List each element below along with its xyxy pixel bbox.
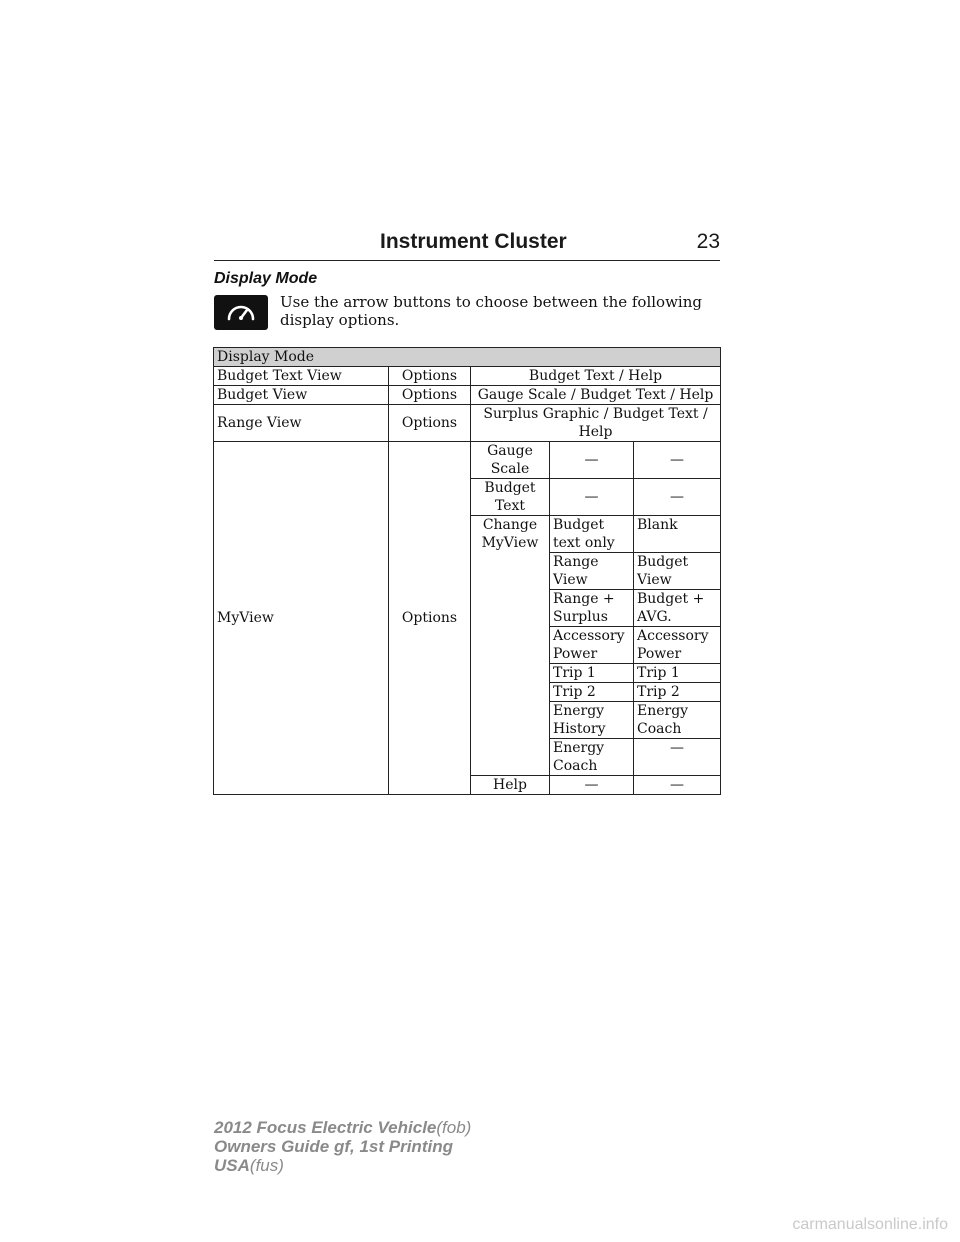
footer-line — [214, 1156, 471, 1175]
page-number: 23 — [696, 230, 720, 253]
table-cell: Options — [389, 367, 471, 386]
table-cell: Options — [389, 405, 471, 442]
table-row — [214, 367, 721, 386]
table-cell: Options — [389, 386, 471, 405]
table-cell: Options — [389, 442, 471, 795]
table-cell: — — [634, 739, 721, 776]
table-cell: Budget Text — [471, 479, 550, 516]
table-cell: Budget View — [214, 386, 389, 405]
table-cell: — — [550, 776, 634, 795]
page-header — [214, 228, 720, 261]
footer — [214, 1118, 471, 1175]
table-cell: Blank — [634, 516, 721, 553]
table-cell: Gauge Scale — [471, 442, 550, 479]
table-row — [214, 405, 721, 442]
table-cell: Budget View — [634, 553, 721, 590]
display-mode-table — [213, 347, 721, 795]
table-cell: — — [634, 479, 721, 516]
watermark: carmanualsonline.info — [792, 1216, 948, 1233]
footer-guide: Owners Guide gf, 1st Printing — [214, 1137, 453, 1156]
footer-market-code: (fus) — [249, 1156, 284, 1175]
table-cell: Trip 2 — [550, 683, 634, 702]
table-cell: Range View — [550, 553, 634, 590]
table-cell: Accessory Power — [550, 627, 634, 664]
table-cell: — — [550, 479, 634, 516]
table-cell: Range + Surplus — [550, 590, 634, 627]
table-cell: Range View — [214, 405, 389, 442]
table-cell: Change MyView — [471, 516, 550, 776]
table-cell: — — [634, 442, 721, 479]
table-cell: — — [634, 776, 721, 795]
table-cell: Trip 1 — [634, 664, 721, 683]
table-row — [214, 386, 721, 405]
footer-market: USA — [214, 1156, 250, 1175]
footer-code: (fob) — [436, 1118, 472, 1137]
intro-text: Use the arrow buttons to choose between the following display options. — [280, 293, 702, 329]
footer-line — [214, 1137, 471, 1156]
footer-vehicle: 2012 Focus Electric Vehicle — [214, 1118, 437, 1137]
table-cell: Budget Text / Help — [471, 367, 721, 386]
table-cell: Energy Coach — [634, 702, 721, 739]
table-cell: Gauge Scale / Budget Text / Help — [471, 386, 721, 405]
table-header-row — [214, 348, 721, 367]
section-heading: Display Mode — [214, 270, 318, 287]
table-cell: Trip 2 — [634, 683, 721, 702]
table-cell: — — [550, 442, 634, 479]
table-cell: MyView — [214, 442, 389, 795]
gauge-icon — [214, 295, 268, 330]
table-row — [214, 442, 721, 479]
table-cell: Trip 1 — [550, 664, 634, 683]
table-cell: Energy Coach — [550, 739, 634, 776]
table-title: Display Mode — [214, 348, 721, 367]
table-cell: Budget text only — [550, 516, 634, 553]
page-title: Instrument Cluster — [380, 230, 567, 253]
footer-line — [214, 1118, 471, 1137]
table-cell: Surplus Graphic / Budget Text / Help — [471, 405, 721, 442]
table-cell: Budget + AVG. — [634, 590, 721, 627]
table-cell: Accessory Power — [634, 627, 721, 664]
table-cell: Help — [471, 776, 550, 795]
table-cell: Energy History — [550, 702, 634, 739]
table-cell: Budget Text View — [214, 367, 389, 386]
